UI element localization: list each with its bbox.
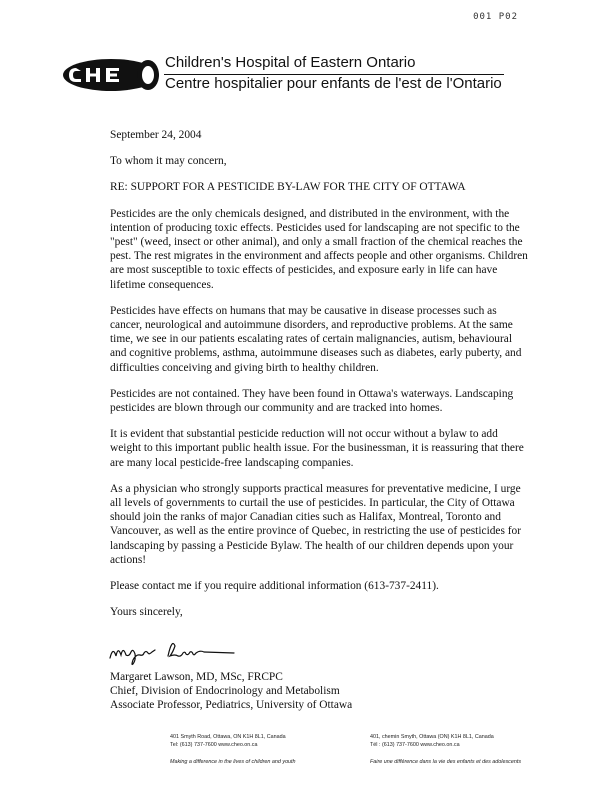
letter-paragraph: It is evident that substantial pesticide reduction will not occur without a bylaw to add weight to this important public health issue. For the businessman, it is reassuring that there are many local pesticide-free landscaping companies.	[110, 428, 524, 469]
fax-page-mark: 001 P02	[473, 12, 518, 22]
letter-date: September 24, 2004	[110, 129, 202, 141]
footer-french	[370, 733, 521, 766]
letter-salutation: To whom it may concern,	[110, 155, 227, 168]
footer-english	[170, 733, 296, 766]
signer-name: Margaret Lawson, MD, MSc, FRCPC	[110, 671, 283, 683]
signature-block	[110, 634, 410, 713]
signer-title-academic: Associate Professor, Pediatrics, University of Ottawa	[110, 699, 353, 712]
letter-subject: RE: SUPPORT FOR A PESTICIDE BY-LAW FOR THE CITY OF OTTAWA	[110, 181, 466, 194]
hospital-name-english: Children's Hospital of Eastern Ontario	[165, 54, 416, 71]
footer-phone: Tél : (613) 737-7600 www.cheo.on.ca	[370, 742, 460, 748]
letter-body	[110, 128, 530, 631]
letter-paragraph: As a physician who strongly supports practical measures for preventative medicine, I urge all levels of governments to curtail the use of pesticides. In particular, the City of Ottawa should join the ranks of major Canadian cities such as Halifax, Montreal, Toronto and Vancouver, as well as the entire province of Quebec, in restricting the use of pesticides for landscaping by passing a Pesticide Bylaw. The health of our children depends upon your actions!	[110, 482, 522, 566]
cheo-logo	[62, 58, 160, 92]
letter-closing: Yours sincerely,	[110, 606, 183, 619]
footer-address: 401, chemin Smyth, Ottawa (ON) K1H 8L1, Canada	[370, 734, 494, 740]
footer-tagline: Faire une différence dans la vie des enfants et des adolescents	[370, 759, 522, 765]
footer-phone: Tel: (613) 737-7600 www.cheo.on.ca	[170, 742, 258, 748]
letter-paragraph: Please contact me if you require additional information (613-737-2411).	[110, 580, 439, 593]
handwritten-signature	[106, 634, 246, 668]
footer-tagline: Making a difference in the lives of children and youth	[170, 759, 296, 765]
letter-paragraph: Pesticides are the only chemicals designed, and distributed in the environment, with the intention of producing toxic effects. Pesticides used for landscaping are not specific to the "pest" (weed, insect or other animal), and only a small fraction of the chemical reaches the pest. The rest migrates in the environment and affects people and other organisms. Children are most susceptible to toxic effects of pesticides, and exposure early in life can have lifetime consequences.	[110, 207, 528, 291]
hospital-name-french: Centre hospitalier pour enfants de l'est de l'Ontario	[165, 75, 502, 92]
letter-paragraph: Pesticides are not contained. They have been found in Ottawa's waterways. Landscaping pesticides are blown through our community and are tracked into homes.	[110, 387, 514, 415]
footer-address: 401 Smyth Road, Ottawa, ON K1H 8L1, Canada	[170, 734, 286, 740]
letter-paragraph: Pesticides have effects on humans that may be causative in disease processes such as cancer, neurological and autoimmune disorders, and reproductive problems. At the same time, we see in our patients escalating rates of certain malignancies, autism, behavioural and cognitive problems, asthma, autoimmune diseases such as diabetes, early puberty, and difficulties conceiving and giving birth to healthy children.	[110, 304, 522, 374]
signer-title: Chief, Division of Endocrinology and Metabolism	[110, 685, 340, 698]
